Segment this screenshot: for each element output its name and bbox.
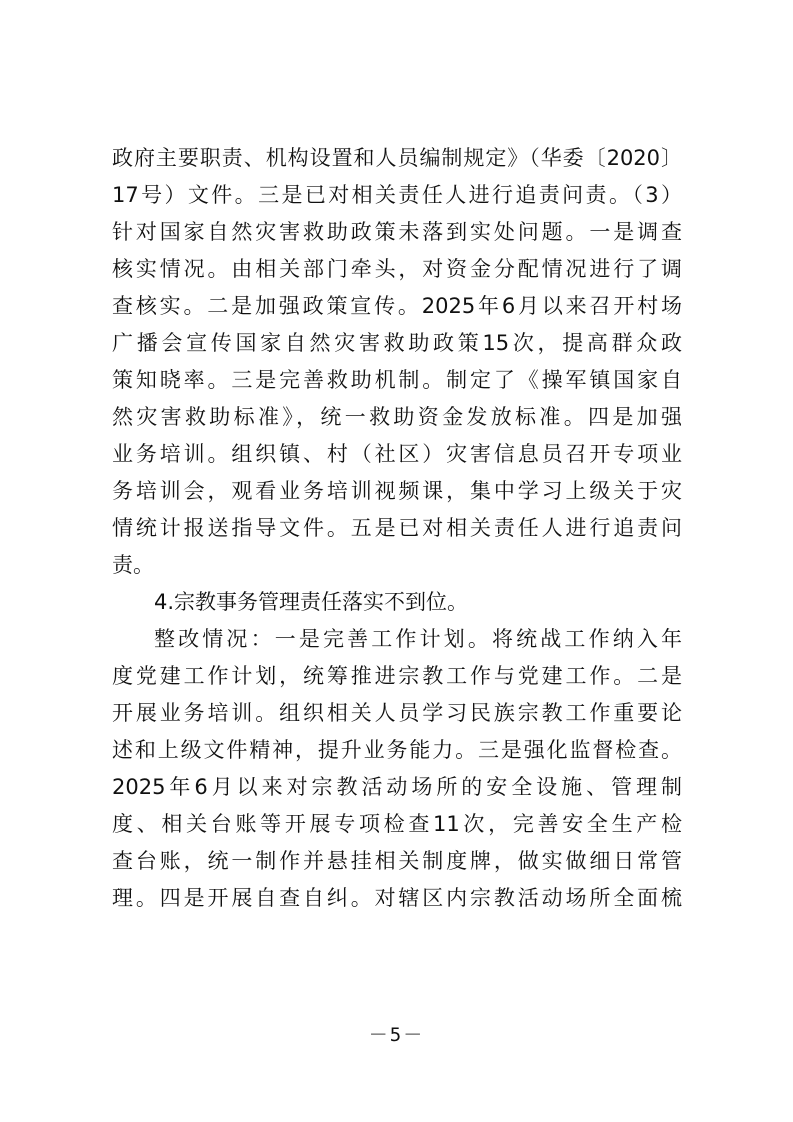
text-line: 针对国家自然灾害救助政策未落到实处问题。一是调查 bbox=[112, 220, 682, 244]
text-line: 度党建工作计划，统筹推进宗教工作与党建工作。二是 bbox=[112, 664, 682, 688]
text-line: 责。 bbox=[112, 553, 154, 577]
text-line: 整改情况：一是完善工作计划。将统战工作纳入年 bbox=[154, 627, 682, 651]
text-line: 理。四是开展自查自纠。对辖区内宗教活动场所全面梳 bbox=[112, 886, 682, 910]
text-line: 情统计报送指导文件。五是已对相关责任人进行追责问 bbox=[112, 516, 682, 540]
text-line: 17号）文件。三是已对相关责任人进行追责问责。（3） bbox=[112, 183, 682, 207]
text-line: 策知晓率。三是完善救助机制。制定了《操军镇国家自 bbox=[112, 368, 682, 392]
text-line: 查核实。二是加强政策宣传。2025年6月以来召开村场 bbox=[112, 294, 682, 318]
text-line: 然灾害救助标准》，统一救助资金发放标准。四是加强 bbox=[112, 405, 682, 429]
text-line: 核实情况。由相关部门牵头，对资金分配情况进行了调 bbox=[112, 257, 682, 281]
text-line: 政府主要职责、机构设置和人员编制规定》（华委〔2020〕 bbox=[112, 146, 682, 170]
page-number: －5－ bbox=[368, 1024, 425, 1046]
section-heading: 4.宗教事务管理责任落实不到位。 bbox=[154, 590, 469, 614]
text-line: 查台账，统一制作并悬挂相关制度牌，做实做细日常管 bbox=[112, 849, 682, 873]
text-line: 业务培训。组织镇、村（社区）灾害信息员召开专项业 bbox=[112, 442, 682, 466]
text-line: 广播会宣传国家自然灾害救助政策15次，提高群众政 bbox=[112, 331, 682, 355]
text-line: 开展业务培训。组织相关人员学习民族宗教工作重要论 bbox=[112, 701, 682, 725]
text-line: 度、相关台账等开展专项检查11次，完善安全生产检 bbox=[112, 812, 682, 836]
text-line: 2025年6月以来对宗教活动场所的安全设施、管理制 bbox=[112, 775, 682, 799]
text-line: 务培训会，观看业务培训视频课，集中学习上级关于灾 bbox=[112, 479, 682, 503]
text-line: 述和上级文件精神，提升业务能力。三是强化监督检查。 bbox=[112, 738, 682, 762]
body-text bbox=[112, 140, 682, 917]
